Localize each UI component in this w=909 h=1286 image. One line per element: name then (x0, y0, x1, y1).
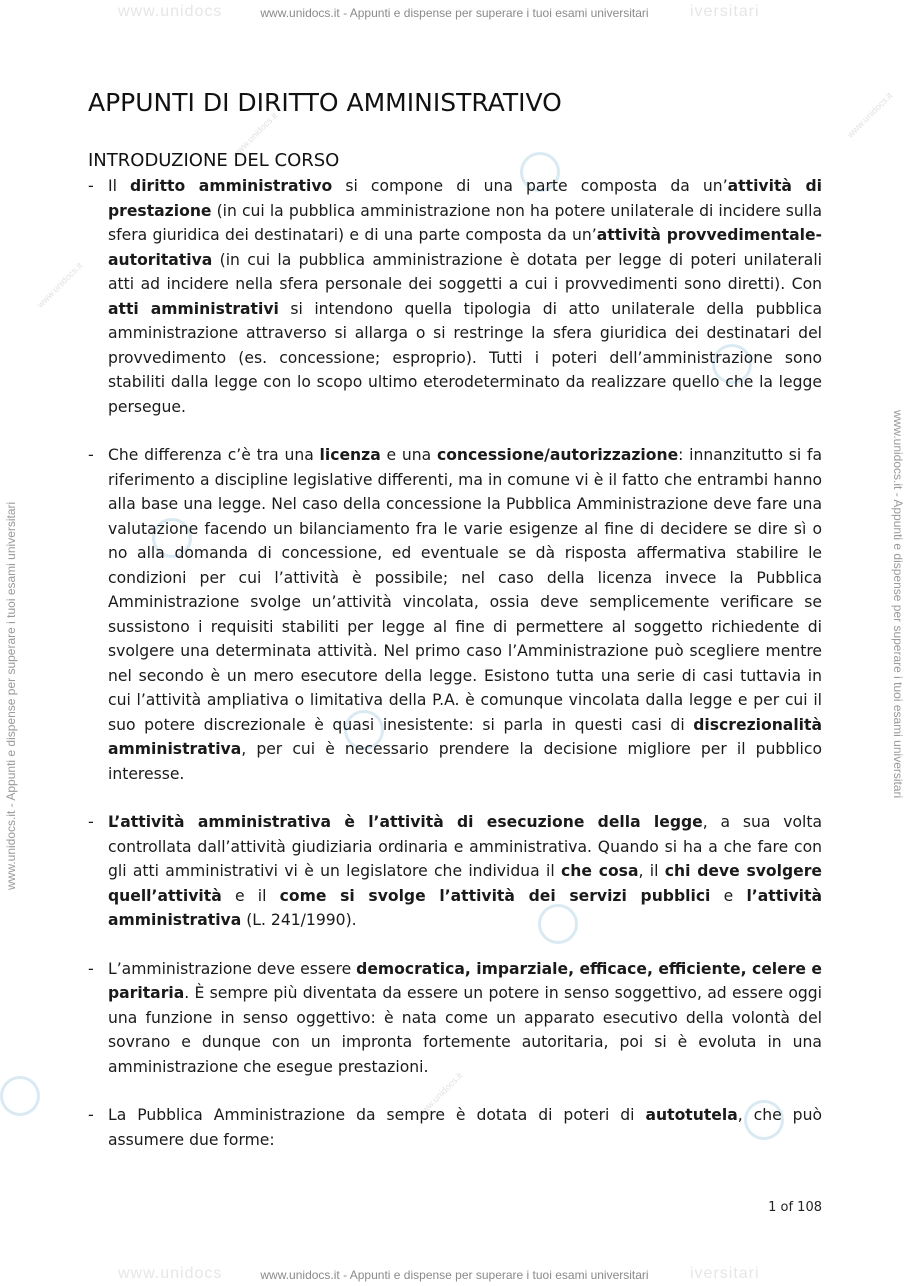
bullet-dash: - (88, 1105, 94, 1124)
bullet-item (88, 443, 822, 786)
bold-text: autotutela (645, 1106, 738, 1124)
page-title: APPUNTI DI DIRITTO AMMINISTRATIVO (88, 88, 562, 117)
bold-text: come si svolge l’attività dei servizi pubblici (279, 886, 711, 905)
text-run: si compone di una parte composta da un’ (332, 177, 728, 195)
bold-text: democratica, imparziale, efficace, efficiente, celere e paritaria (108, 959, 822, 1002)
watermark-side-right: www.unidocs.it - Appunti e dispense per superare i tuoi esami universitari (891, 410, 905, 799)
watermark-diagonal: www.unidocs.it (230, 110, 280, 160)
bold-text: diritto amministrativo (130, 177, 333, 195)
bold-text: discrezionalità amministrativa (108, 715, 822, 758)
bold-text: attività di prestazione (108, 177, 823, 220)
bullet-dash: - (88, 176, 94, 195)
watermark-header: www.unidocs.it - Appunti e dispense per superare i tuoi esami universitari (260, 6, 649, 20)
watermark-diagonal: www.unidocs.it (415, 1070, 465, 1120)
bold-text: che cosa (561, 862, 639, 880)
text-run: (in cui la pubblica amministrazione non ha potere unilaterale di incidere sulla sfera giuridica dei destinatari) e di una parte composta da un’ (108, 201, 822, 244)
text-run: (in cui la pubblica amministrazione è dotata per legge di poteri unilaterali atti ad incidere nella sfera personale dei soggetti a cui i provvedimenti sono diretti). Con (108, 250, 822, 293)
document-body (88, 174, 822, 1176)
text-run: , il (638, 862, 665, 880)
bold-text: atti amministrativi (108, 299, 279, 318)
section-title: INTRODUZIONE DEL CORSO (88, 150, 340, 171)
watermark-ghost-left: www.unidocs (118, 3, 223, 20)
bold-text: attività provvedimentale-autoritativa (108, 226, 823, 269)
text-run: , che può assumere due forme: (108, 1106, 822, 1149)
bullet-dash: - (88, 445, 94, 464)
bullet-dash: - (88, 812, 94, 831)
text-run: (L. 241/1990). (241, 911, 357, 929)
bullet-paragraph (108, 957, 822, 1080)
bold-text: concessione/autorizzazione (436, 446, 679, 464)
watermark-side-left: www.unidocs.it - Appunti e dispense per superare i tuoi esami universitari (4, 501, 18, 890)
text-run: si intendono quella tipologia di atto unilaterale della pubblica amministrazione attraverso si allarga o si restringe la sfera giuridica dei destinatari del provvedimento (es. concessione; esproprio). Tutti i poteri dell’amministrazione sono stabiliti dalla legge con lo scopo ultimo eterodeterminato da realizzare quello che la legge persegue. (108, 299, 822, 416)
watermark-diagonal: www.unidocs.it (845, 90, 895, 140)
bold-text: L’attività amministrativa è l’attività di esecuzione della legge (108, 813, 703, 831)
watermark-footer: www.unidocs.it - Appunti e dispense per superare i tuoi esami universitari (260, 1268, 649, 1282)
bullet-item (88, 810, 822, 933)
watermark-ghost-left-bottom: www.unidocs (118, 1265, 223, 1282)
page-number: 1 of 108 (768, 1200, 822, 1215)
text-run: . È sempre più diventata da essere un potere in senso soggettivo, ad essere oggi una funzione in senso oggettivo: è nata come un apparato esecutivo della volontà del sovrano e dunque con un impronta fortemente autoritaria, poi si è evoluta in una amministrazione che esegue prestazioni. (108, 984, 822, 1076)
text-run: : innanzitutto si fa riferimento a discipline legislative differenti, ma in comune vi è il fatto che entrambi hanno alla base una legge. Nel caso della concessione la Pubblica Amministrazione deve fare una valutazione facendo un bilanciamento fra le varie esigenze al fine di decidere se dire sì o no alla domanda di concessione, ed eventuale se dà risposta affermativa stabilire le condizioni per cui l’attività è possibile; nel caso della licenza invece la Pubblica Amministrazione svolge un’attività vincolata, ossia deve semplicemente verificare se sussistono i requisiti stabiliti per legge al fine di permettere al soggetto richiedente di svolgere una determinata attività. Nel primo caso l’Amministrazione può scegliere mentre nel secondo è un mero esecutore della legge. Esistono tutta una serie di casi tuttavia in cui l’attività ampliativa o limitativa della P.A. è comunque vincolata dalla legge e per cui il suo potere discrezionale è quasi inesistente: si parla in questi casi di (108, 446, 823, 734)
bold-text: l’attività amministrativa (108, 886, 822, 929)
bold-text: licenza (319, 446, 381, 464)
text-run: , per cui è necessario prendere la decisione migliore per il pubblico interesse. (108, 740, 822, 783)
bullet-paragraph (108, 1103, 822, 1152)
bullet-item (88, 174, 822, 419)
watermark-logo-icon (0, 1076, 40, 1116)
text-run: , a sua volta controllata dall’attività giudiziaria ordinaria e amministrativa. Quando si ha a che fare con gli atti amministrativi vi è un legislatore che individua il (108, 813, 823, 880)
watermark-ghost-right-bottom: iversitari (690, 1265, 760, 1282)
text-run: e il (221, 886, 280, 905)
bullet-paragraph (108, 443, 822, 786)
text-run: La Pubblica Amministrazione da sempre è dotata di poteri di (108, 1106, 646, 1124)
text-run: e (710, 886, 747, 905)
text-run: Che differenza c’è tra una (108, 446, 320, 464)
text-run: Il (108, 177, 131, 195)
text-run: e una (380, 446, 437, 464)
watermark-ghost-right: iversitari (690, 3, 760, 20)
bullet-item (88, 1103, 822, 1152)
text-run: L’amministrazione deve essere (108, 959, 357, 978)
bold-text: chi deve svolgere quell’attività (108, 862, 822, 905)
bullet-paragraph (108, 174, 822, 419)
bullet-dash: - (88, 958, 94, 978)
bullet-paragraph (108, 810, 822, 933)
watermark-diagonal: www.unidocs.it (35, 260, 85, 310)
bullet-item (88, 957, 822, 1080)
